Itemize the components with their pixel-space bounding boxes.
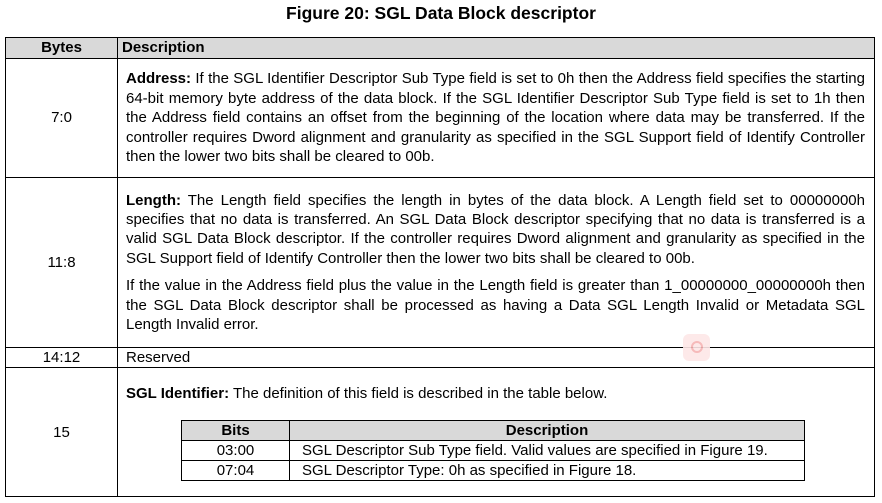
address-description	[126, 69, 865, 166]
description-cell	[118, 59, 875, 178]
field-label: SGL Identifier:	[126, 384, 230, 402]
table-row-address	[6, 59, 875, 178]
field-text: The Length field specifies the length in bytes of the data block. A Length field set to 00000000h specifies that no data is transferred. An SGL Data Block descriptor specifying that no data is transferred is a valid SGL Data Block descriptor. If the controller requires Dword alignment and granularity as specified in the SGL Support field of Identify Controller then the lower two bits shall be cleared to 00b.	[126, 191, 865, 267]
description-cell	[118, 368, 875, 497]
subtable-row	[182, 461, 805, 481]
bits-cell: 07:04	[182, 461, 290, 481]
sgl-identifier-subtable	[181, 420, 805, 481]
bytes-cell: 14:12	[6, 348, 118, 368]
sgl-identifier-description	[126, 384, 865, 403]
subtable-description-header: Description	[290, 421, 805, 441]
length-description	[126, 191, 865, 269]
length-description-continued: If the value in the Address field plus the value in the Length field is greater than 1_00000000_00000000h then the SGL Data Block descriptor shall be processed as having a Data SGL Length Invalid or Metadata SGL Length Invalid error.	[126, 277, 865, 334]
bytes-cell: 15	[6, 368, 118, 497]
field-label: Address:	[126, 70, 192, 88]
table-row-reserved	[6, 348, 875, 368]
description-cell: Reserved	[118, 348, 875, 368]
field-label: Length:	[126, 191, 181, 209]
subtable-row	[182, 441, 805, 461]
field-text: If the SGL Identifier Descriptor Sub Type field is set to 0h then the Address field specifies the starting 64-bit memory byte address of the data block. If the SGL Identifier Descriptor Sub Type field is set to 1h then the Address field contains an offset from the beginning of the location where data may be transferred. If the controller requires Dword alignment and granularity as specified in the SGL Support field of Identify Controller then the lower two bits shall be cleared to 00b.	[126, 70, 865, 166]
subtable-description-cell: SGL Descriptor Sub Type field. Valid values are specified in Figure 19.	[290, 441, 805, 461]
subtable-header-row	[182, 421, 805, 441]
figure-title: Figure 20: SGL Data Block descriptor	[286, 3, 596, 23]
description-cell	[118, 178, 875, 348]
table-row-length	[6, 178, 875, 348]
table-header-row	[6, 38, 875, 59]
bits-column-header: Bits	[182, 421, 290, 441]
field-text: The definition of this field is described in the table below.	[232, 384, 608, 402]
watermark-icon	[683, 334, 710, 361]
description-column-header: Description	[118, 38, 875, 59]
bytes-cell: 7:0	[6, 59, 118, 178]
table-row-sgl-identifier	[6, 368, 875, 497]
bytes-cell: 11:8	[6, 178, 118, 348]
bytes-column-header: Bytes	[6, 38, 118, 59]
descriptor-table	[5, 37, 875, 497]
subtable-description-cell: SGL Descriptor Type: 0h as specified in Figure 18.	[290, 461, 805, 481]
bits-cell: 03:00	[182, 441, 290, 461]
